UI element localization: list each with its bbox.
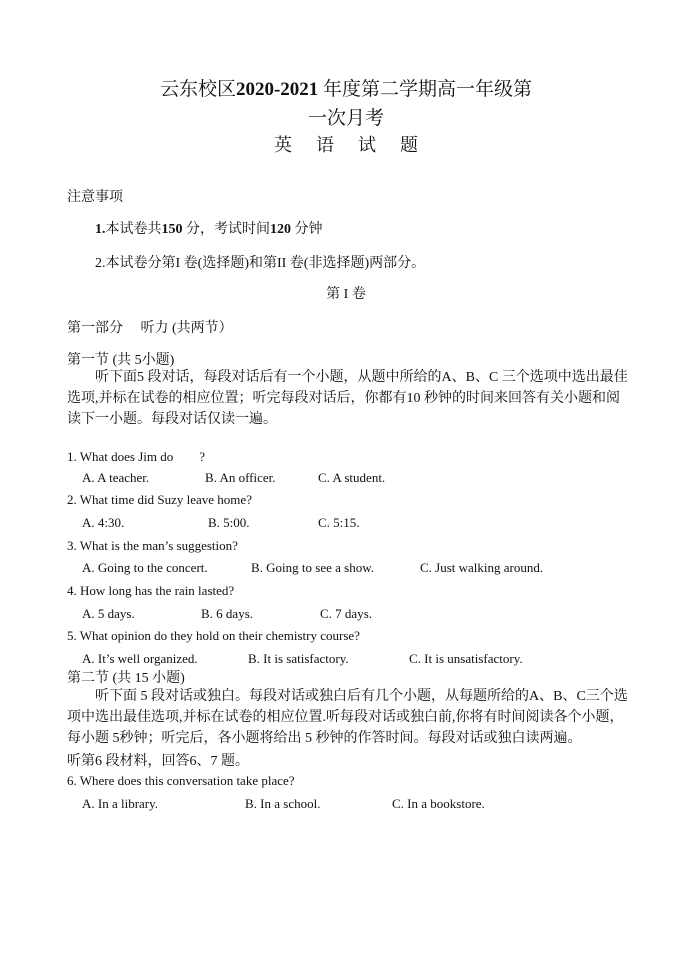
question-2-option-c: C. 5:15. <box>318 515 360 530</box>
notice-item-2: 2.本试卷分第I 卷(选择题)和第II 卷(非选择题)两部分。 <box>95 256 426 271</box>
exam-title-line2: 一次月考 <box>307 108 384 129</box>
section2-instructions: 听下面 5 段对话或独白。每段对话或独白后有几个小题，从每题所给的A、B、C三个选项中选出最佳选项,并标在试卷的相应位置.听每段对话或独白前,你将有时间阅读各个小题，每小题 5秒钟；听完后，各小题将给出 5 秒钟的作答时间。每段对话或独白读两遍。 <box>67 689 628 746</box>
notice-heading: 注意事项 <box>67 190 123 205</box>
question-5-stem: 5. What opinion do they hold on their chemistry course? <box>67 628 360 643</box>
question-2-option-a: A. 4:30. <box>82 515 125 530</box>
question-3-option-a: A. Going to the concert. <box>82 560 208 575</box>
subject-char: 题 <box>400 135 418 155</box>
notice-item-1: 1.本试卷共150 分，考试时间120 分钟 <box>95 222 323 237</box>
semester-text: 年度第二学期高一年级第 <box>318 79 533 100</box>
question-4-option-a: A. 5 days. <box>82 606 135 621</box>
question-1-stem: 1. What does Jim do ? <box>67 449 206 464</box>
question-6-option-b: B. In a school. <box>245 796 321 811</box>
question-4-option-b: B. 6 days. <box>201 606 253 621</box>
volume-label: 第 I 卷 <box>326 287 366 302</box>
question-5-option-a: A. It’s well organized. <box>82 651 198 666</box>
question-1-option-a: A. A teacher. <box>82 470 150 485</box>
question-5-option-b: B. It is satisfactory. <box>248 651 349 666</box>
question-4-option-c: C. 7 days. <box>320 606 372 621</box>
subject-char: 试 <box>358 135 376 155</box>
school-name: 云东校区 <box>159 79 236 100</box>
question-3-option-c: C. Just walking around. <box>420 560 544 575</box>
question-3-option-b: B. Going to see a show. <box>251 560 375 575</box>
school-year: 2020-2021 <box>235 79 319 100</box>
question-5-option-c: C. It is unsatisfactory. <box>409 651 523 666</box>
part1-heading: 第一部分 听力 (共两节） <box>67 321 233 336</box>
question-1-option-b: B. An officer. <box>205 470 276 485</box>
section1-instructions: 听下面5 段对话，每段对话后有一个小题，从题中所给的A、B、C 三个选项中选出最佳选项,并标在试卷的相应位置；听完每段对话后，你都有10 秒钟的时间来回答有关小题和阅读下一小题。每段对话仅读一遍。 <box>67 370 628 427</box>
exam-title-line1 <box>0 74 692 101</box>
question-3-stem: 3. What is the man’s suggestion? <box>67 538 238 553</box>
question-2-stem: 2. What time did Suzy leave home? <box>67 492 252 507</box>
subject-char: 英 <box>274 135 292 155</box>
question-6-option-a: A. In a library. <box>82 796 159 811</box>
exam-subject-title <box>0 131 692 157</box>
subject-char: 语 <box>316 135 334 155</box>
question-1-option-c: C. A student. <box>318 470 386 485</box>
question-2-option-b: B. 5:00. <box>208 515 250 530</box>
section1-heading: 第一节 (共 5小题) <box>67 353 175 368</box>
question-6-option-c: C. In a bookstore. <box>392 796 485 811</box>
question-6-stem: 6. Where does this conversation take place? <box>67 773 295 788</box>
section2-material: 听第6 段材料，回答6、7 题。 <box>67 754 249 769</box>
section2-heading: 第二节 (共 15 小题) <box>67 671 185 686</box>
question-4-stem: 4. How long has the rain lasted? <box>67 583 235 598</box>
